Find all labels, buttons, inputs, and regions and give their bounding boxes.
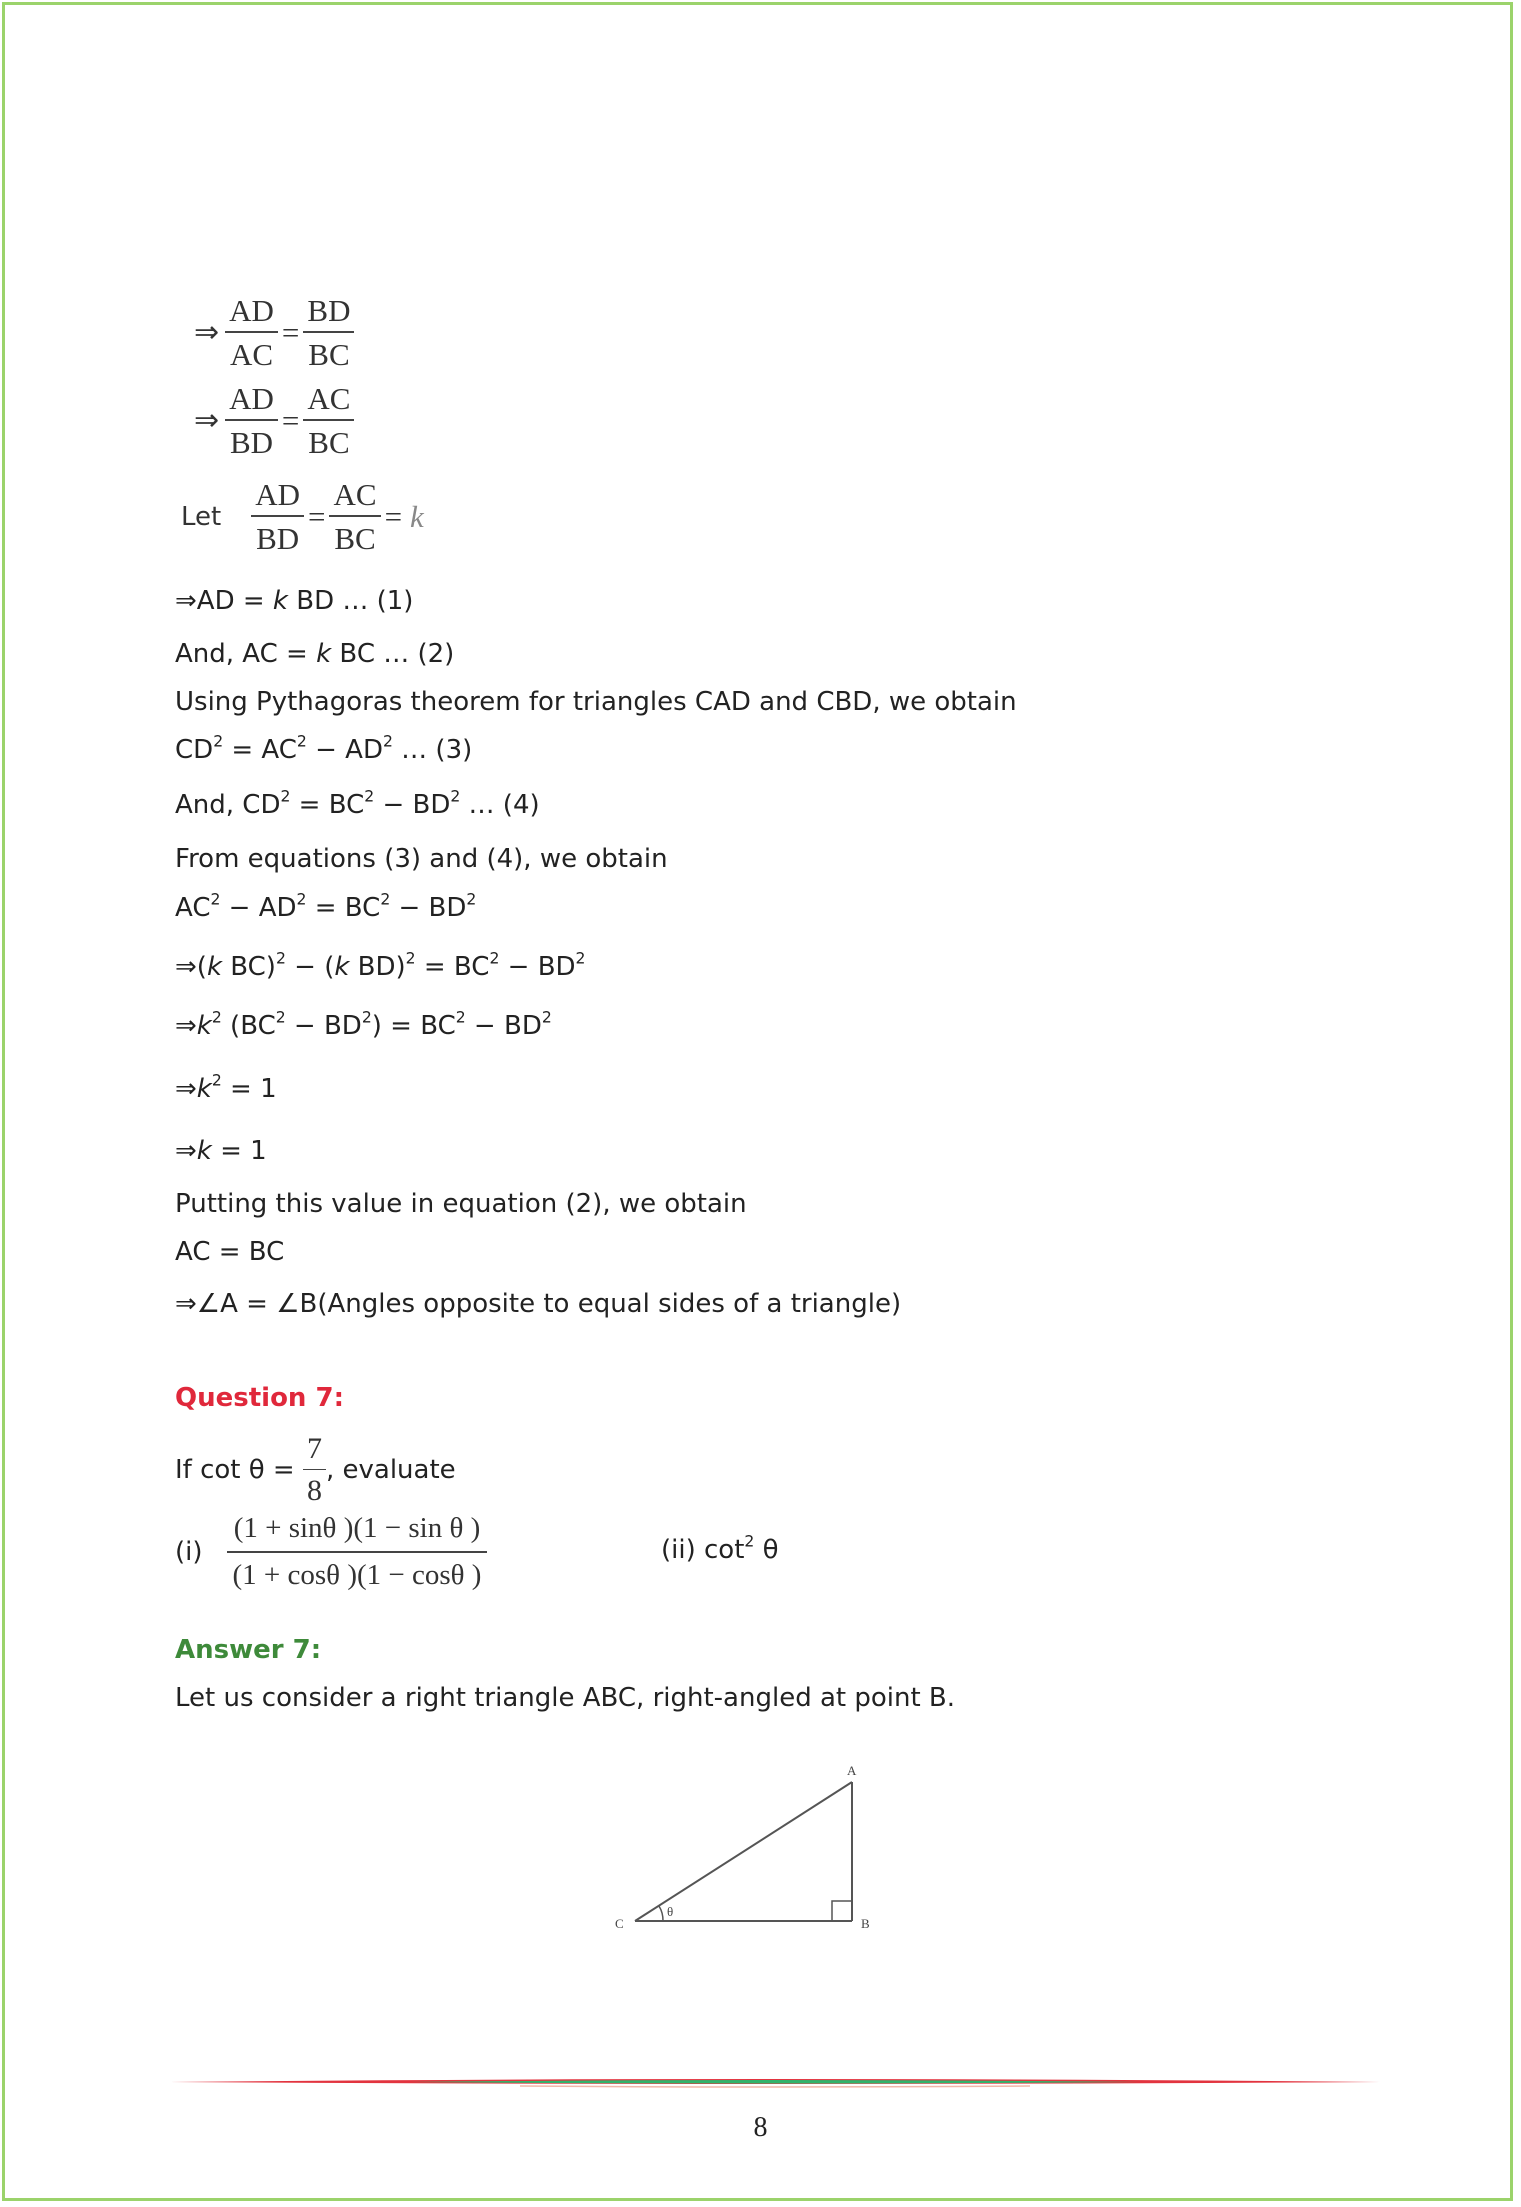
equation-2: And, AC = k BC … (2) [175, 639, 455, 669]
footer-divider [170, 2072, 1380, 2092]
vertex-label-b: B [861, 1916, 870, 1931]
question-part-2: (ii) $\cot^2 \theta$ [661, 1532, 779, 1565]
equation-8: $\Rightarrow k^2 = 1$ [175, 1071, 277, 1104]
fraction: $\frac{AC}{BC}$ [303, 381, 354, 460]
equation-ratio-1: ⇒ $\frac{AD}{AC}$ = $\frac{BD}{BC}$ [190, 293, 354, 372]
fraction: $\frac{AD}{AC}$ [225, 293, 278, 372]
question-part-1: (i) $\frac{\text{(1 + sinθ )(1 − sin θ )}}{(1 + \cos\theta )(1 - \cos\theta )}$ [175, 1512, 487, 1592]
vertex-label-c: C [615, 1916, 624, 1931]
paragraph-from-equations: From equations (3) and (4), we obtain [175, 844, 668, 874]
paragraph-putting-value: Putting this value in equation (2), we obtain [175, 1189, 747, 1219]
equation-3: $CD^2 = AC^2 - AD^2$ … (3) [175, 732, 473, 765]
equation-1: ⇒AD = k BD … (1) [175, 586, 414, 616]
right-angle-marker [832, 1901, 852, 1921]
question-title: Question 7: [175, 1383, 344, 1413]
angle-arc [659, 1906, 663, 1921]
side-ca [635, 1782, 852, 1921]
fraction: $\frac{AD}{BD}$ [225, 381, 278, 460]
equation-10: AC = BC [175, 1237, 285, 1267]
answer-title: Answer 7: [175, 1635, 322, 1665]
fraction-7-8: $\frac{7}{8}$ [303, 1432, 326, 1508]
equation-let-k: Let $\frac{AD}{BD}$ = $\frac{AC}{BC}$ = k [181, 477, 424, 556]
equation-9: ⇒k = 1 [175, 1136, 267, 1166]
answer-text: Let us consider a right triangle ABC, right-angled at point B. [175, 1683, 956, 1713]
paragraph-pythagoras: Using Pythagoras theorem for triangles CAD and CBD, we obtain [175, 687, 1017, 717]
question-statement: If cot θ = $\frac{7}{8}$ , evaluate [175, 1432, 456, 1507]
fraction: $\frac{AD}{BD}$ [251, 477, 304, 556]
angle-label-theta: θ [667, 1904, 674, 1919]
equation-4: And, $CD^2 = BC^2 - BD^2$ … (4) [175, 787, 540, 820]
fraction: $\frac{BD}{BC}$ [303, 293, 354, 372]
page-number: 8 [753, 2112, 768, 2143]
equation-5: $AC^2 - AD^2 = BC^2 - BD^2$ [175, 890, 477, 923]
right-triangle-figure [605, 1755, 905, 1935]
equation-6: ⇒(k BC)$^2$ − (k $BD)^2 = BC^2 - BD^2$ [175, 949, 586, 982]
implies-symbol: ⇒ [194, 316, 220, 350]
vertex-label-a: A [847, 1763, 857, 1778]
conclusion-angles: ⇒∠A = ∠B(Angles opposite to equal sides of a triangle) [175, 1289, 902, 1319]
equation-ratio-2: ⇒ $\frac{AD}{BD}$ = $\frac{AC}{BC}$ [190, 381, 354, 460]
equation-7: $\Rightarrow k^2$ $(BC^2 - BD^2) = BC^2 - BD^2$ [175, 1008, 552, 1041]
implies-symbol: ⇒ [194, 404, 220, 438]
fraction-expression: $\frac{\text{(1 + sinθ )(1 − sin θ )}}{(1 + \cos\theta )(1 - \cos\theta )}$ [227, 1512, 488, 1592]
fraction: $\frac{AC}{BC}$ [329, 477, 380, 556]
